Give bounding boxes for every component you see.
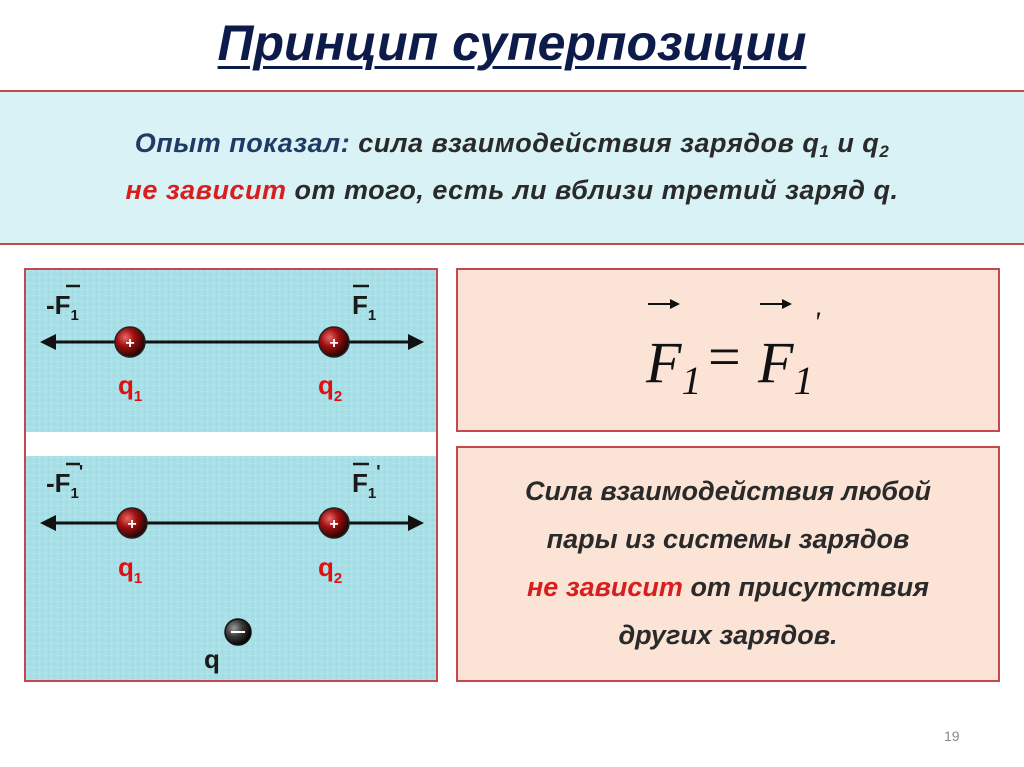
rule-line-2: пары из системы зарядов	[546, 524, 910, 554]
slide-title: Принцип суперпозиции	[217, 15, 807, 71]
banner-lead: Опыт показал:	[134, 128, 351, 158]
formula-box	[456, 268, 1000, 432]
third-charge-label: q	[204, 644, 220, 674]
formula-equals: =	[708, 324, 741, 389]
rule-box	[456, 446, 1000, 682]
formula-lhs: $F_1$	[646, 330, 702, 403]
bottom-right-force-label: $F_1'$	[352, 462, 381, 502]
bottom-q2-label: $q_2$	[318, 552, 343, 587]
svg-text:+: +	[127, 516, 137, 533]
top-right-force-label: $F_1$	[352, 290, 377, 324]
svg-text:+: +	[329, 516, 339, 533]
top-left-force-label: $-F_1$	[46, 290, 79, 324]
top-panel-bg	[26, 270, 436, 432]
bottom-q1-label: $q_1$	[118, 552, 143, 587]
banner-sub-2: 2	[879, 142, 890, 161]
rule-line-3-rest: от присутствия	[682, 572, 929, 602]
rule-line-4: других зарядов.	[618, 620, 838, 650]
rule-not-depends: не зависит	[527, 572, 683, 602]
top-q2-label: $q_2$	[318, 370, 343, 405]
banner-not-depends: не зависит	[125, 175, 287, 205]
banner-text-b: и q	[829, 128, 880, 158]
rule-line-3	[458, 572, 998, 603]
banner-text-a: сила взаимодействия зарядов q	[350, 128, 820, 158]
experiment-banner	[0, 90, 1024, 245]
banner-sub-1: 1	[819, 142, 830, 161]
top-q1-label: $q_1$	[118, 370, 143, 405]
banner-line-2	[0, 175, 1024, 206]
page-number: 19	[944, 728, 960, 744]
banner-text-c: от того, есть ли вблизи третий заряд q.	[286, 175, 899, 205]
top-panel	[26, 270, 436, 432]
charges-figure	[24, 268, 438, 682]
bottom-left-force-label: $-F_1'$	[46, 462, 84, 502]
force-equality-formula	[458, 270, 998, 430]
bottom-panel	[26, 456, 436, 680]
svg-text:+: +	[329, 335, 339, 352]
formula-rhs: $F_1'$	[758, 306, 820, 403]
rule-line-1: Сила взаимодействия любой	[525, 476, 931, 506]
svg-text:+: +	[125, 335, 135, 352]
banner-line-1	[0, 128, 1024, 162]
